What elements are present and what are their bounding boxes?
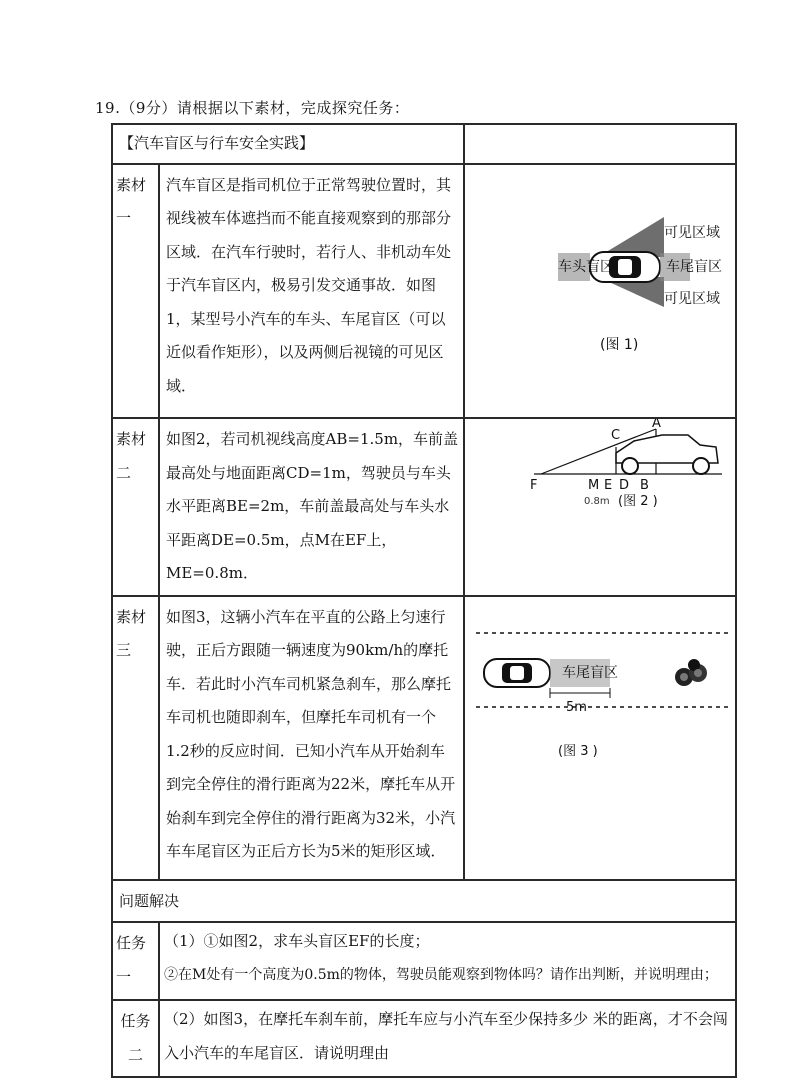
front-blind-label: 车头盲区 <box>558 258 615 275</box>
material1-row <box>112 164 736 419</box>
material3-text: 如图3，这辆小汽车在平直的公路上匀速行驶，正后方跟随一辆速度为90km/h的摩托车．若此时小汽车司机紧急刹车，那么摩托车司机也随即刹车，但摩托车司机有一个1.2秒的反应时间．已知小汽车从开始刹车到完全停住的滑行距离为22米，摩托车从开始刹车到完全停住的滑行距离为32米，小汽车车尾盲区为正后方长为5米的矩形区域． <box>159 596 464 881</box>
label-c: C <box>611 428 621 443</box>
material3-row <box>112 596 736 881</box>
visible-zone-top-label: 可见区域 <box>664 224 721 241</box>
figure1-cell <box>464 164 736 419</box>
label-m: M <box>588 478 600 493</box>
figure3-caption: (图 3 ) <box>558 743 598 759</box>
rear-wheel <box>693 458 709 474</box>
label-e: E <box>604 478 613 493</box>
material-table <box>111 123 737 1078</box>
problem-row <box>112 880 736 922</box>
figure1-diagram <box>466 165 734 405</box>
figure3-cell <box>464 596 736 881</box>
label-a: A <box>652 419 661 431</box>
hand-note: 0.8m <box>584 496 610 507</box>
dimension-label: 5m <box>566 699 587 715</box>
problem-title: 问题解决 <box>112 880 736 922</box>
figure2-caption: (图 2 ) <box>618 494 658 509</box>
task2-label: 任务二 <box>112 1000 159 1077</box>
material3-label: 素材三 <box>112 596 159 881</box>
car-window <box>618 259 632 275</box>
question-number: 19. <box>95 99 121 117</box>
material2-text: 如图2，若司机视线高度AB=1.5m，车前盖最高处与地面距离CD=1m，驾驶员与车头水平距离BE=2m，车前盖最高处与车头水平距离DE=0.5m，点M在EF上，ME=0.8m． <box>159 418 464 596</box>
task1-line1: （1）①如图2，求车头盲区EF的长度； <box>164 932 430 950</box>
label-f: F <box>530 478 538 493</box>
task1-line2: ②在M处有一个高度为0.5m的物体，驾驶员能观察到物体吗？请作出判断，并说明理由； <box>164 966 718 983</box>
car-top-window <box>510 666 524 680</box>
rear-blind-label: 车尾盲区 <box>666 258 723 275</box>
figure2-diagram <box>466 419 734 554</box>
table-title: 【汽车盲区与行车安全实践】 <box>112 124 464 164</box>
visible-zone-bottom-label: 可见区域 <box>664 290 721 307</box>
task1-row <box>112 922 736 1000</box>
question-instruction: 请根据以下素材，完成探究任务： <box>176 99 410 117</box>
motorcycle-icon <box>675 659 707 686</box>
figure2-cell <box>464 418 736 596</box>
material1-text: 汽车盲区是指司机位于正常驾驶位置时，其视线被车体遮挡而不能直接观察到的那部分区域．在汽车行驶时，若行人、非机动车处于汽车盲区内，极易引发交通事故．如图1，某型号小汽车的车头、车尾盲区（可以近似看作矩形），以及两侧后视镜的可见区域． <box>159 164 464 419</box>
material1-label: 素材一 <box>112 164 159 419</box>
material2-row <box>112 418 736 596</box>
material2-label: 素材二 <box>112 418 159 596</box>
task1-label: 任务一 <box>112 922 159 1000</box>
label-d: D <box>619 478 630 493</box>
label-b: B <box>640 478 649 493</box>
header-empty-cell <box>464 124 736 164</box>
rear-blind-label-3: 车尾盲区 <box>562 664 619 681</box>
front-wheel <box>622 458 638 474</box>
figure3-diagram <box>466 597 734 867</box>
question-score: （9分） <box>120 99 177 117</box>
task2-text: （2）如图3，在摩托车刹车前，摩托车应与小汽车至少保持多少 米的距离，才不会闯入小汽车的车尾盲区．请说明理由 <box>159 1000 736 1077</box>
question-heading <box>95 97 409 118</box>
table-header-row <box>112 124 736 164</box>
task2-row <box>112 1000 736 1077</box>
figure1-caption: (图 1) <box>600 336 639 353</box>
task1-content <box>159 922 736 1000</box>
